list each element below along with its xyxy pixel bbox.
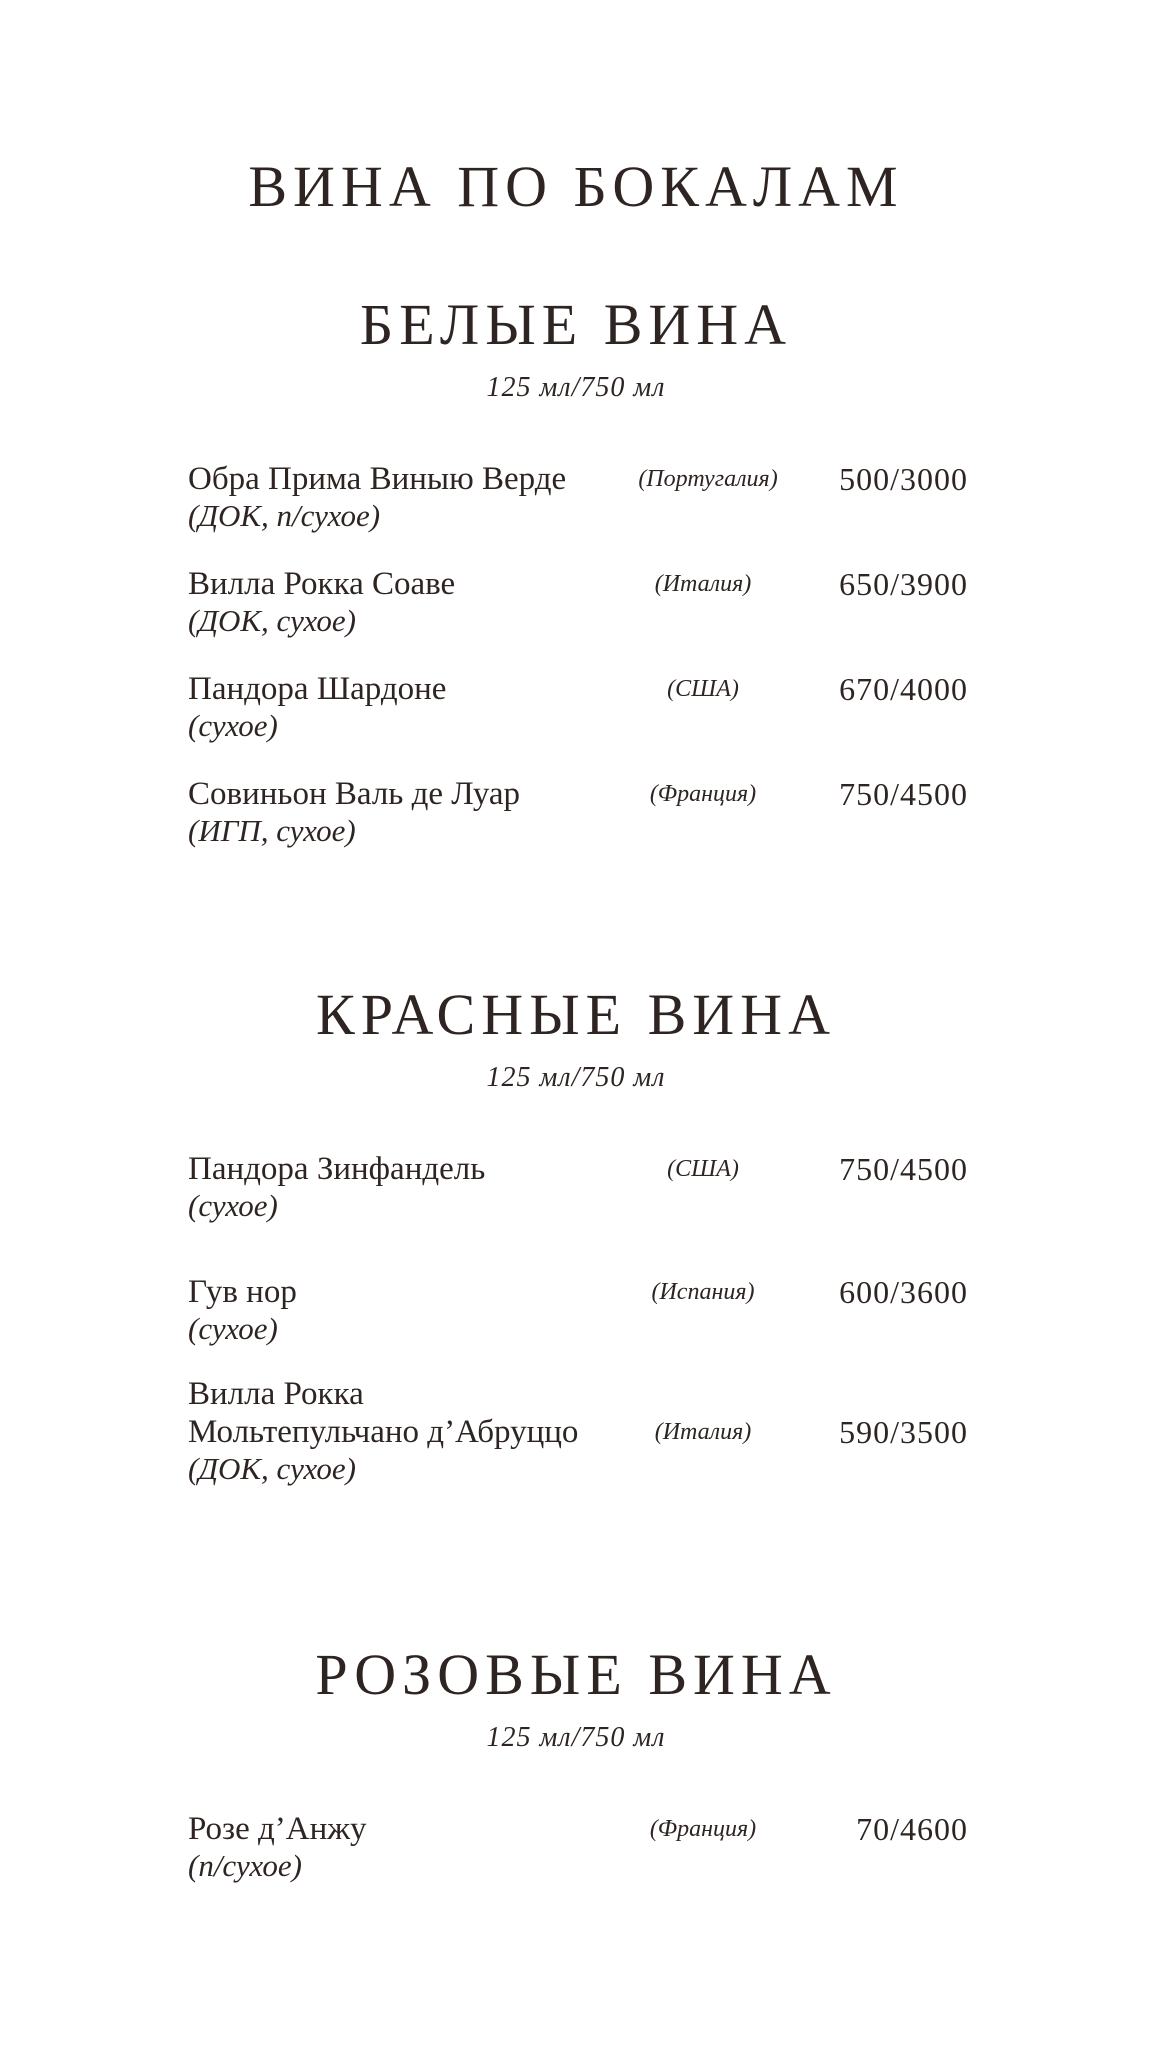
- item-price: 70/4600: [856, 1811, 968, 1847]
- list-item: [188, 670, 968, 744]
- section-title-rose: РОЗОВЫЕ ВИНА: [315, 1642, 837, 1707]
- item-name: Розе д’Анжу: [188, 1811, 367, 1847]
- item-desc: (ДОК, сухое): [188, 603, 356, 638]
- list-item: [188, 460, 968, 534]
- item-name: Гув нор: [188, 1274, 297, 1310]
- item-price: 500/3000: [839, 461, 968, 497]
- item-name: Пандора Зинфандель: [188, 1151, 486, 1187]
- list-item: [188, 775, 968, 849]
- list-item: [188, 1273, 968, 1347]
- section-volume-white: 125 мл/750 мл: [486, 372, 666, 403]
- list-item: [188, 1375, 968, 1487]
- item-country: (Италия): [654, 1419, 752, 1445]
- item-country: (США): [667, 676, 739, 702]
- item-name: Вилла Рокка Соаве: [188, 566, 456, 602]
- section-title-red: КРАСНЫЕ ВИНА: [316, 982, 836, 1047]
- item-desc: (сухое): [188, 1188, 278, 1223]
- item-desc: (ИГП, сухое): [188, 813, 356, 848]
- item-name-line1: Вилла Рокка: [188, 1376, 364, 1412]
- item-name: Обра Прима Виныю Верде: [188, 461, 567, 497]
- item-price: 750/4500: [839, 776, 968, 812]
- item-country: (Испания): [651, 1279, 755, 1305]
- section-volume-red: 125 мл/750 мл: [486, 1062, 666, 1093]
- item-desc: (п/сухое): [188, 1848, 302, 1883]
- list-item: [188, 1810, 968, 1884]
- item-country: (США): [667, 1156, 739, 1182]
- item-price: 750/4500: [839, 1151, 968, 1187]
- list-item: [188, 565, 968, 639]
- item-price: 590/3500: [839, 1414, 968, 1450]
- item-desc: (сухое): [188, 1311, 278, 1346]
- item-name-line2: Мольтепульчано д’Абруццо: [188, 1414, 579, 1450]
- item-desc: (ДОК, сухое): [188, 1451, 356, 1486]
- item-name: Пандора Шардоне: [188, 671, 447, 707]
- item-price: 600/3600: [839, 1274, 968, 1310]
- section-volume-rose: 125 мл/750 мл: [486, 1722, 666, 1753]
- item-price: 650/3900: [839, 566, 968, 602]
- item-desc: (сухое): [188, 708, 278, 743]
- item-name: Совиньон Валь де Луар: [188, 776, 521, 812]
- page-title: ВИНА ПО БОКАЛАМ: [248, 154, 904, 219]
- list-item: [188, 1150, 968, 1224]
- item-country: (Португалия): [638, 466, 778, 492]
- item-country: (Франция): [649, 781, 757, 807]
- item-desc: (ДОК, п/сухое): [188, 498, 381, 533]
- section-title-white: БЕЛЫЕ ВИНА: [359, 292, 793, 357]
- item-country: (Франция): [649, 1816, 757, 1842]
- item-country: (Италия): [654, 571, 752, 597]
- item-price: 670/4000: [839, 671, 968, 707]
